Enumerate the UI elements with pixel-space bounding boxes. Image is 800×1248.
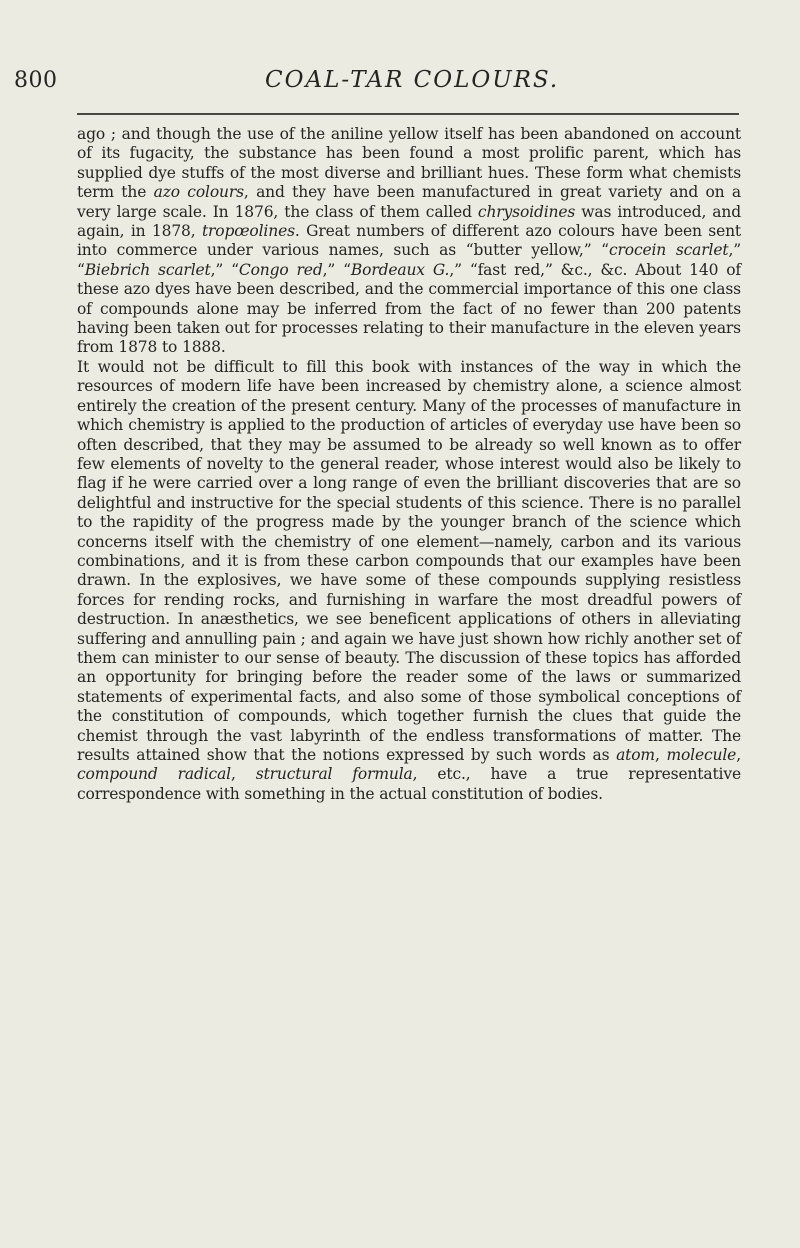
running-title: COAL-TAR COLOURS. [265,67,560,93]
body-text [77,125,741,804]
italic-term: azo colours [153,183,244,202]
text-run: ,” “ [77,241,741,279]
italic-term: chrysoidines [477,202,576,221]
italic-term: structural formula [255,765,413,784]
italic-term: Bordeaux G. [350,260,450,279]
text-run: , etc., have a true representative correspondence with something in the actual constitution of bodies. [77,765,741,803]
text-run: was introduced, and again, in 1878, [77,202,741,241]
text-run: ,” “ [210,260,239,279]
italic-term: atom [616,746,655,764]
header-rule [77,113,739,115]
italic-term: Congo red [238,260,323,279]
italic-term: Biebrich scarlet [84,260,211,279]
text-run: It would not be difficult to fill this book with instances of the way in which the resources of modern life have been increased by chemistry alone, a science almost entirely the creation of the present century. Many of the processes of manufacture in which chemistry is applied to the production of articles of everyday use have been so often described, that they may be assumed to be already so well known as to offer few elements of novelty to the general reader, whose interest would also be likely to flag if he were carried over a long range of even the brilliant discoveries that are so delightful and instructive for the special students of this science. There is no parallel to the rapidity of the progress made by the younger branch of the science which concerns itself with the chemistry of one element—namely, carbon and its various combinations, and it is from these carbon compounds that our examples have been drawn. In the explosives, we have some of these compounds supplying resistless forces for rending rocks, and furnishing in warfare the most dreadful powers of destruction. In anæsthetics, we see beneficent applications of others in alleviating suffering and annulling pain ; and again we have just shown how richly another set of them can minister to our sense of beauty. The discussion of these topics has afforded an opportunity for bringing before the reader some of the laws or summarized statements of experimental facts, and also some of those symbolical conceptions of the constitution of compounds, which together furnish the clues that guide the chemist through the vast labyrinth of the endless transformations of matter. The results attained show that the notions expressed by such words as [77,357,741,764]
text-run: ,” “ [322,260,351,279]
text-run: , and they have been manufactured in great variety and on a very large scale. In 1876, the class of them called [77,183,741,221]
paragraph [77,125,741,358]
text-run: ago ; and though the use of the aniline yellow itself has been abandoned on account of its fugacity, the substance has been found a most prolific parent, which has supplied dye stuffs of the most diverse and brilliant hues. These form what chemists term the [77,125,741,202]
italic-term: tropœolines [201,222,295,241]
page-number: 800 [14,68,58,93]
text-run: , [231,765,256,784]
text-run: ,” “fast red,” &c., &c. About 140 of these azo dyes have been described, and the commercial importance of this one class of compounds alone may be inferred from the fact of no fewer than 200 patents having been taken out for processes relating to their manufacture in the eleven years from 1878 to 1888. [77,260,742,357]
paragraph [77,358,741,804]
text-run: , [736,746,741,764]
text-run: , [654,746,667,764]
text-run: . Great numbers of different azo colours have been sent into commerce under various names, such as “butter yellow,” “ [77,222,741,260]
italic-term: crocein scarlet [608,241,729,260]
italic-term: compound radical [77,765,231,784]
italic-term: molecule [666,746,737,764]
